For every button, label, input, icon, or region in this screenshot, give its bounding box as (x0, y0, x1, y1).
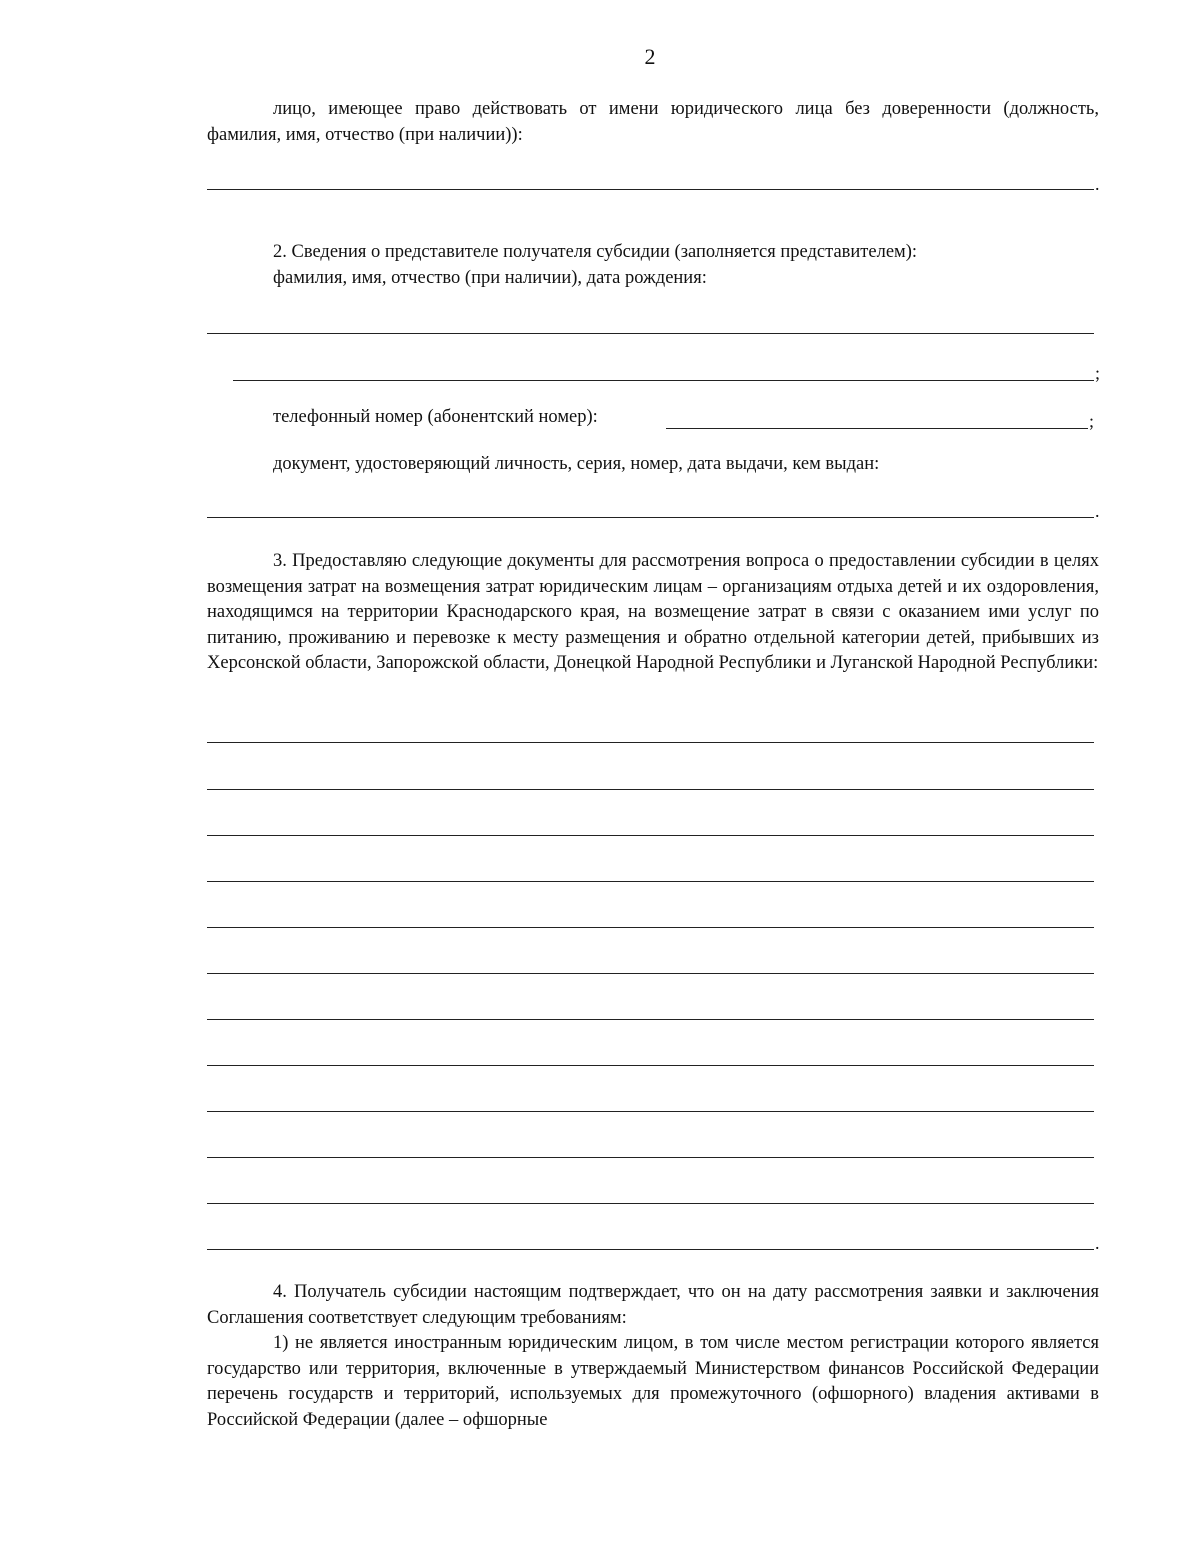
document-fill-line[interactable] (207, 742, 1094, 743)
phone-fill-line[interactable] (666, 428, 1088, 429)
document-fill-line[interactable] (207, 1203, 1094, 1204)
document-fill-line[interactable] (207, 1249, 1094, 1250)
period-mark: . (1095, 174, 1100, 194)
document-fill-line[interactable] (207, 1111, 1094, 1112)
legal-representative-text: лицо, имеющее право действовать от имени юридического лица без доверенности (должность, фамилия, имя, отчество (при наличии)): (207, 99, 1099, 145)
id-document-label: документ, удостоверяющий личность, серия, номер, дата выдачи, кем выдан: (273, 454, 880, 474)
period-mark: . (1095, 501, 1100, 521)
document-fill-line[interactable] (207, 1157, 1094, 1158)
document-fill-line[interactable] (207, 881, 1094, 882)
representative-name-label: фамилия, имя, отчество (при наличии), дата рождения: (273, 268, 707, 288)
representative-name-fill-line-1[interactable] (207, 333, 1094, 334)
document-fill-line[interactable] (207, 1019, 1094, 1020)
section3-documents-text: 3. Предоставляю следующие документы для рассмотрения вопроса о предоставлении субсидии в целях возмещения затрат на возмещения затрат юридическим лицам – организациям отдыха детей и их оздоровления, находящимся на территории Краснодарского края, на возмещение затрат в связи с оказанием ими услуг по питанию, проживанию и перевозке к месту размещения и обратно отдельной категории детей, прибывших из Херсонской области, Запорожской области, Донецкой Народной Республики и Луганской Народной Республики: (207, 551, 1099, 673)
document-fill-line[interactable] (207, 789, 1094, 790)
legal-representative-fill-line[interactable] (207, 189, 1094, 190)
page-number: 2 (644, 44, 656, 69)
document-fill-line[interactable] (207, 1065, 1094, 1066)
document-fill-line[interactable] (207, 927, 1094, 928)
semicolon-mark: ; (1095, 363, 1101, 383)
section2-heading: 2. Сведения о представителе получателя субсидии (заполняется представителем): (273, 242, 918, 262)
document-fill-line[interactable] (207, 835, 1094, 836)
semicolon-mark: ; (1089, 411, 1095, 431)
period-mark: . (1095, 1233, 1100, 1253)
document-fill-line[interactable] (207, 973, 1094, 974)
id-document-fill-line[interactable] (207, 517, 1094, 518)
phone-label: телефонный номер (абонентский номер): (273, 407, 598, 427)
section4-item1: 1) не является иностранным юридическим лицом, в том числе местом регистрации которого является государство или территория, включенные в утверждаемый Министерством финансов Российской Федерации перечень государств и территорий, используемых для промежуточного (офшорного) владения активами в Российской Федерации (далее – офшорные (207, 1333, 1099, 1430)
representative-name-fill-line-2[interactable] (233, 380, 1094, 381)
section4-intro: 4. Получатель субсидии настоящим подтверждает, что он на дату рассмотрения заявки и заключения Соглашения соответствует следующим требованиям: (207, 1282, 1099, 1328)
